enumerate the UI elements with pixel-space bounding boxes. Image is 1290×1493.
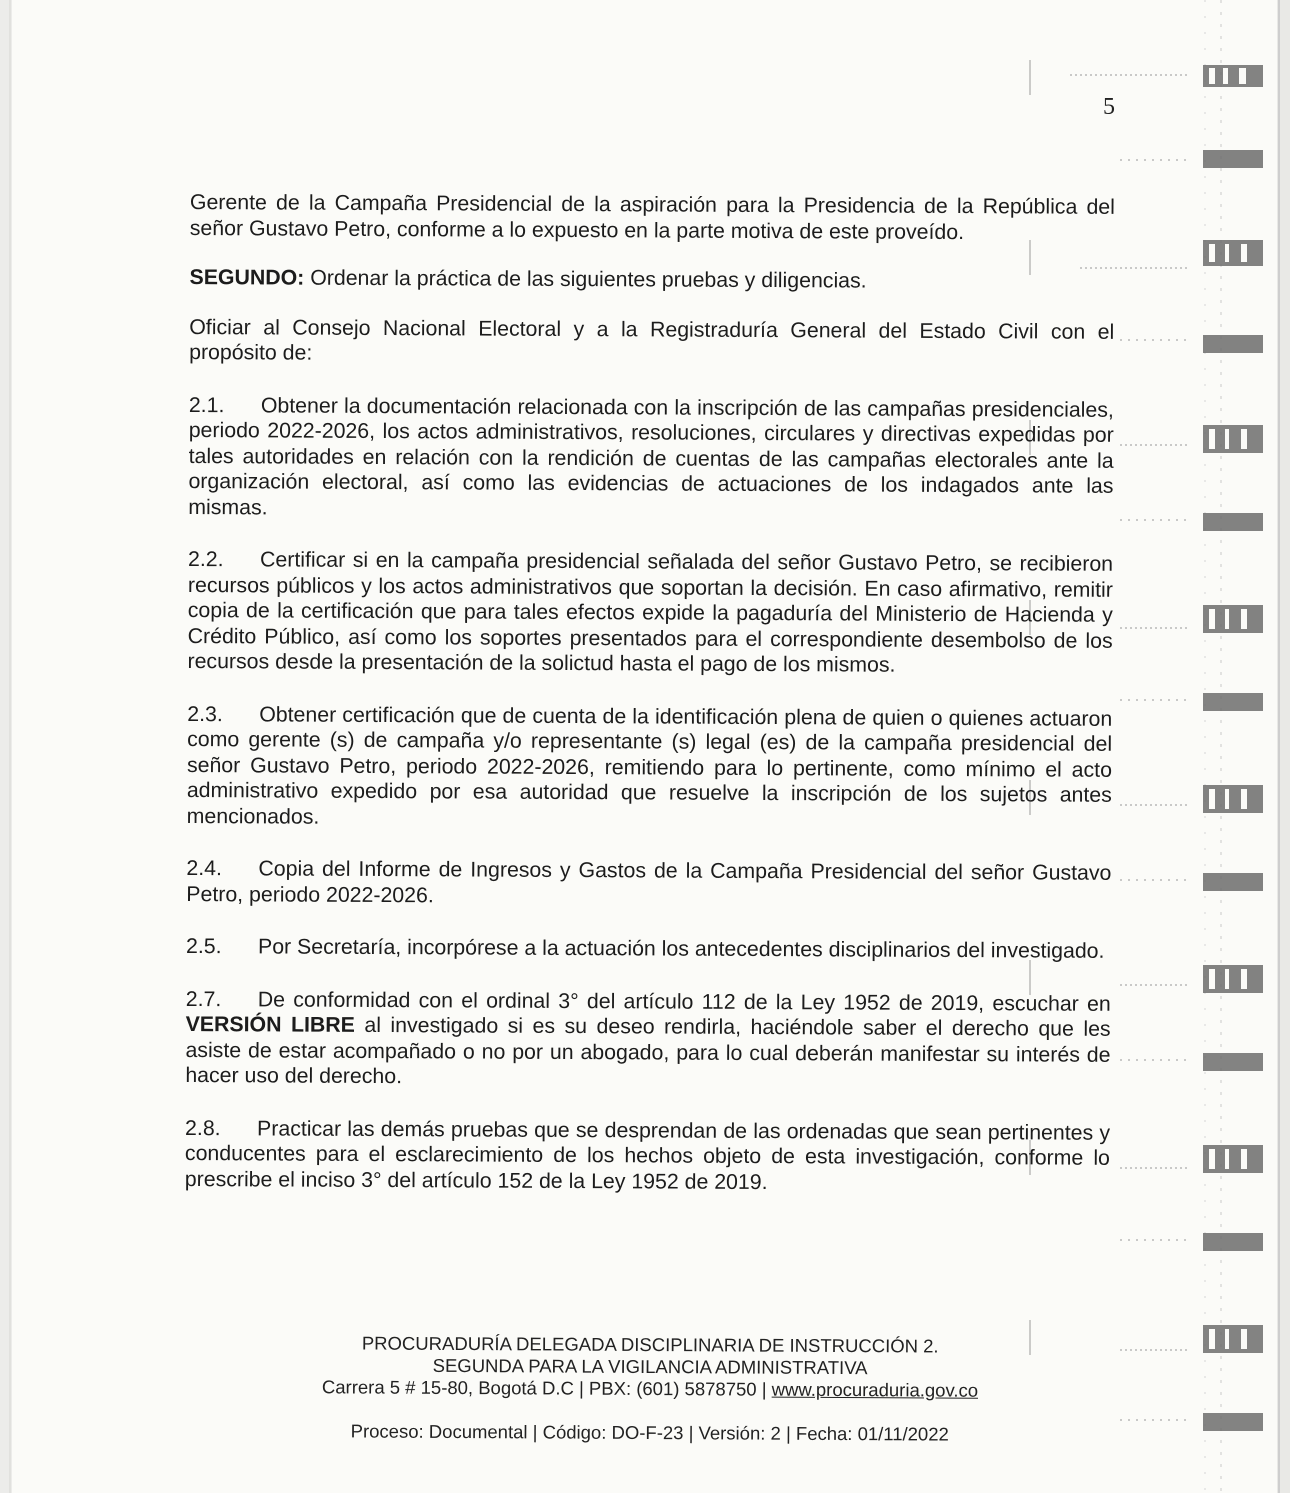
item-text: Por Secretaría, incorpórese a la actuación los antecedentes disciplinarios del investigado. <box>257 934 1105 963</box>
item-text: Practicar las demás pruebas que se desprendan de las ordenadas que sean pertinentes y conducentes para el esclarecimiento de los hechos objeto de esta investigación, conforme lo prescribe el inciso 3° del artículo 152 de la Ley 1952 de 2019. <box>184 1115 1111 1194</box>
left-scan-edge <box>0 0 40 1493</box>
item-number: 2.1. <box>188 392 225 417</box>
segundo-text: Ordenar la práctica de las siguientes pruebas y diligencias. <box>310 265 867 293</box>
footer-entity-line: PROCURADURÍA DELEGADA DISCIPLINARIA DE INSTRUCCIÓN 2. <box>361 1332 939 1357</box>
item-text: Copia del Informe de Ingresos y Gastos de la Campaña Presidencial del señor Gustavo Petro, periodo 2022-2026. <box>186 856 1112 907</box>
page-footer <box>300 1332 1001 1446</box>
item-number: 2.8. <box>185 1115 221 1140</box>
segundo-label: SEGUNDO: <box>189 264 305 290</box>
item-number: 2.5. <box>185 933 222 959</box>
item-text: Obtener la documentación relacionada con la inscripción de las campañas presidenciales, periodo 2022-2026, los actos administrativos, resoluciones, circulares y directivas expedidas por tales autoridades en relación con la rendición de cuentas de las campañas electorales ante la organización electoral, así como las evidencias de actuaciones de los indagados ante las mismas. <box>188 392 1114 519</box>
footer-contact-line <box>300 1376 1000 1402</box>
list-item <box>185 986 1111 1093</box>
item-text: Certificar si en la campaña presidencial señalada del señor Gustavo Petro, se recibieron recursos públicos y los actos administrativos que soportan la decisión. En caso afirmativo, remitir copia de la certificación que para tales efectos expide la pagaduría del Ministerio de Hacienda y Crédito Público, así como los soportes presentados para el correspondiente desembolso de los recursos desde la presentación de la solictud hasta el pago de los mismos. <box>187 547 1114 677</box>
item-number: 2.4. <box>186 855 223 881</box>
list-item <box>185 1115 1110 1196</box>
oficiar-paragraph: Oficiar al Consejo Nacional Electoral y a la Registraduría General del Estado Civil con el propósito de: <box>189 314 1115 365</box>
item-number: 2.2. <box>188 546 224 572</box>
segundo-paragraph <box>189 265 1114 295</box>
item-text-before: De conformidad con el ordinal 3° del artículo 112 de la Ley 1952 de 2019, escuchar en <box>257 986 1111 1016</box>
item-text: Obtener certificación que de cuenta de la identificación plena de quien o quienes actuaron como gerente (s) de campaña y/o representante (s) legal (es) de la campaña presidencial del señor Gustavo Petro, periodo 2022-2026, remitiendo para lo pertinente, como mínimo el acto administrativo expedido por esa autoridad que resuelve la inscripción de los sujetos antes mencionados. <box>186 701 1113 829</box>
footer-division-line: SEGUNDA PARA LA VIGILANCIA ADMINISTRATIVA <box>432 1354 868 1379</box>
list-item <box>187 701 1113 833</box>
page-number: 5 <box>1103 94 1115 120</box>
item-number: 2.7. <box>185 986 222 1011</box>
item-number: 2.3. <box>187 701 223 726</box>
footer-document-meta: Proceso: Documental | Código: DO-F-23 | Versión: 2 | Fecha: 01/11/2022 <box>350 1420 949 1445</box>
item-text-after: al investigado si es su deseo rendirla, haciéndole saber el derecho que les asiste de estar acompañado o no por un abogado, para lo cual deberán manifestar su interés de hacer uso del derecho. <box>185 1012 1111 1089</box>
footer-address: Carrera 5 # 15-80, Bogotá D.C | PBX: (601) 5878750 | <box>321 1376 767 1400</box>
list-item <box>186 934 1111 964</box>
document-body <box>185 190 1115 1224</box>
intro-paragraph: Gerente de la Campaña Presidencial de la aspiración para la Presidencia de la República del señor Gustavo Petro, conforme a lo expuesto en la parte motiva de este proveído. <box>189 190 1115 244</box>
list-item <box>187 547 1113 679</box>
list-item <box>188 392 1114 524</box>
footer-website-link[interactable]: www.procuraduria.gov.co <box>771 1378 979 1401</box>
version-libre-bold: VERSIÓN LIBRE <box>185 1011 355 1037</box>
list-item <box>186 856 1111 912</box>
